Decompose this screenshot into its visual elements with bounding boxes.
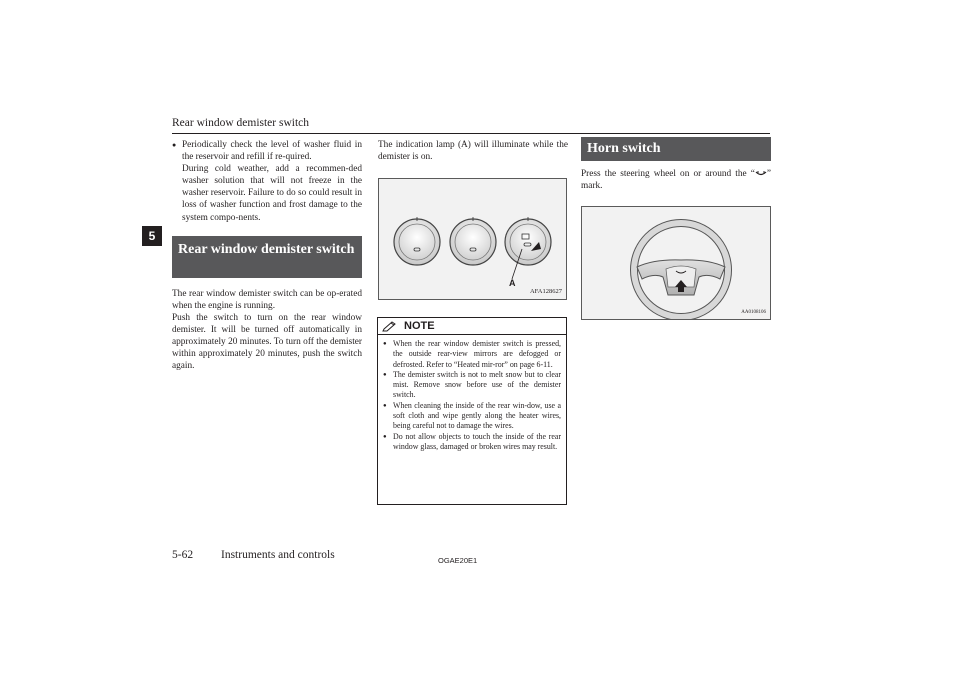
bullet-icon: ● [383,402,387,409]
figure-code: AA0108106 [741,310,766,315]
knob-left [394,217,440,265]
right-column-text [581,168,771,192]
figure-steering-wheel [581,206,771,320]
note-text: Do not allow objects to touch the inside of the rear window glass, damaged or broken wires may result. [393,431,561,451]
horn-text-after: ” mark. [581,169,771,192]
paragraph-push-switch: Push the switch to turn on the rear window demister. It will be turned off automatically in approximately 20 minutes. To turn off the demister within approximately 20 minutes, push the switch again. [172,312,362,372]
left-column [172,139,362,372]
note-item [383,401,561,432]
section-title-rear-demister: Rear window demister switch [172,236,362,278]
running-header: Rear window demister switch [172,117,310,129]
horn-icon [755,170,767,178]
note-box [377,317,567,505]
paragraph-operate: The rear window demister switch can be op-erated when the engine is running. [172,288,362,311]
note-header [378,318,566,335]
note-text: When cleaning the inside of the rear win-dow, use a soft cloth and wipe gently along the heater wires, being careful not to damage the wires. [393,400,561,431]
note-text: The demister switch is not to melt snow but to clear mist. Remove snow before use of the demister switch. [393,369,561,400]
callout-label-a: A [509,278,516,288]
note-pencil-icon [382,320,400,332]
bullet-icon: ● [383,433,387,440]
bullet-icon: ● [172,141,177,149]
steering-wheel-illustration [582,207,770,319]
page-number: 5-62 [172,549,194,561]
footer-section-title: Instruments and controls [221,549,335,561]
section-title-horn-switch: Horn switch [581,137,771,161]
note-title: NOTE [404,320,435,332]
document-code: OGAE20E1 [438,556,478,565]
control-knobs-illustration [379,179,566,299]
figure-demister-switch [378,178,567,300]
paragraph-indication-lamp: The indication lamp (A) will illuminate while the demister is on. [378,140,568,163]
steering-wheel [634,223,728,317]
bullet-item [172,139,362,224]
note-text: When the rear window demister switch is pressed, the outside rear-view mirrors are defogged or defrosted. Refer to “Heated mir-ror” on page 6-11. [393,339,561,369]
knob-middle [450,217,496,265]
figure-code: AFA128627 [529,288,562,295]
middle-column [378,139,568,163]
knob-right-demister [505,217,551,265]
note-item [383,432,561,453]
bullet-icon: ● [383,371,387,378]
horn-text-before: Press the steering wheel on or around the “ [581,169,755,179]
chapter-tab: 5 [142,226,162,246]
bullet-icon: ● [383,341,387,347]
note-item [383,339,561,370]
note-item [383,370,561,401]
bullet-text-washer-level: Periodically check the level of washer fluid in the reservoir and refill if re-quired. [182,140,362,163]
note-body [378,335,566,456]
bullet-text-cold-weather: During cold weather, add a recommen-ded washer solution that will not freeze in the washer reservoir. Failure to do so could result in loss of washer function and frost damage to the system compo-nents. [182,164,362,223]
header-rule [172,133,770,134]
